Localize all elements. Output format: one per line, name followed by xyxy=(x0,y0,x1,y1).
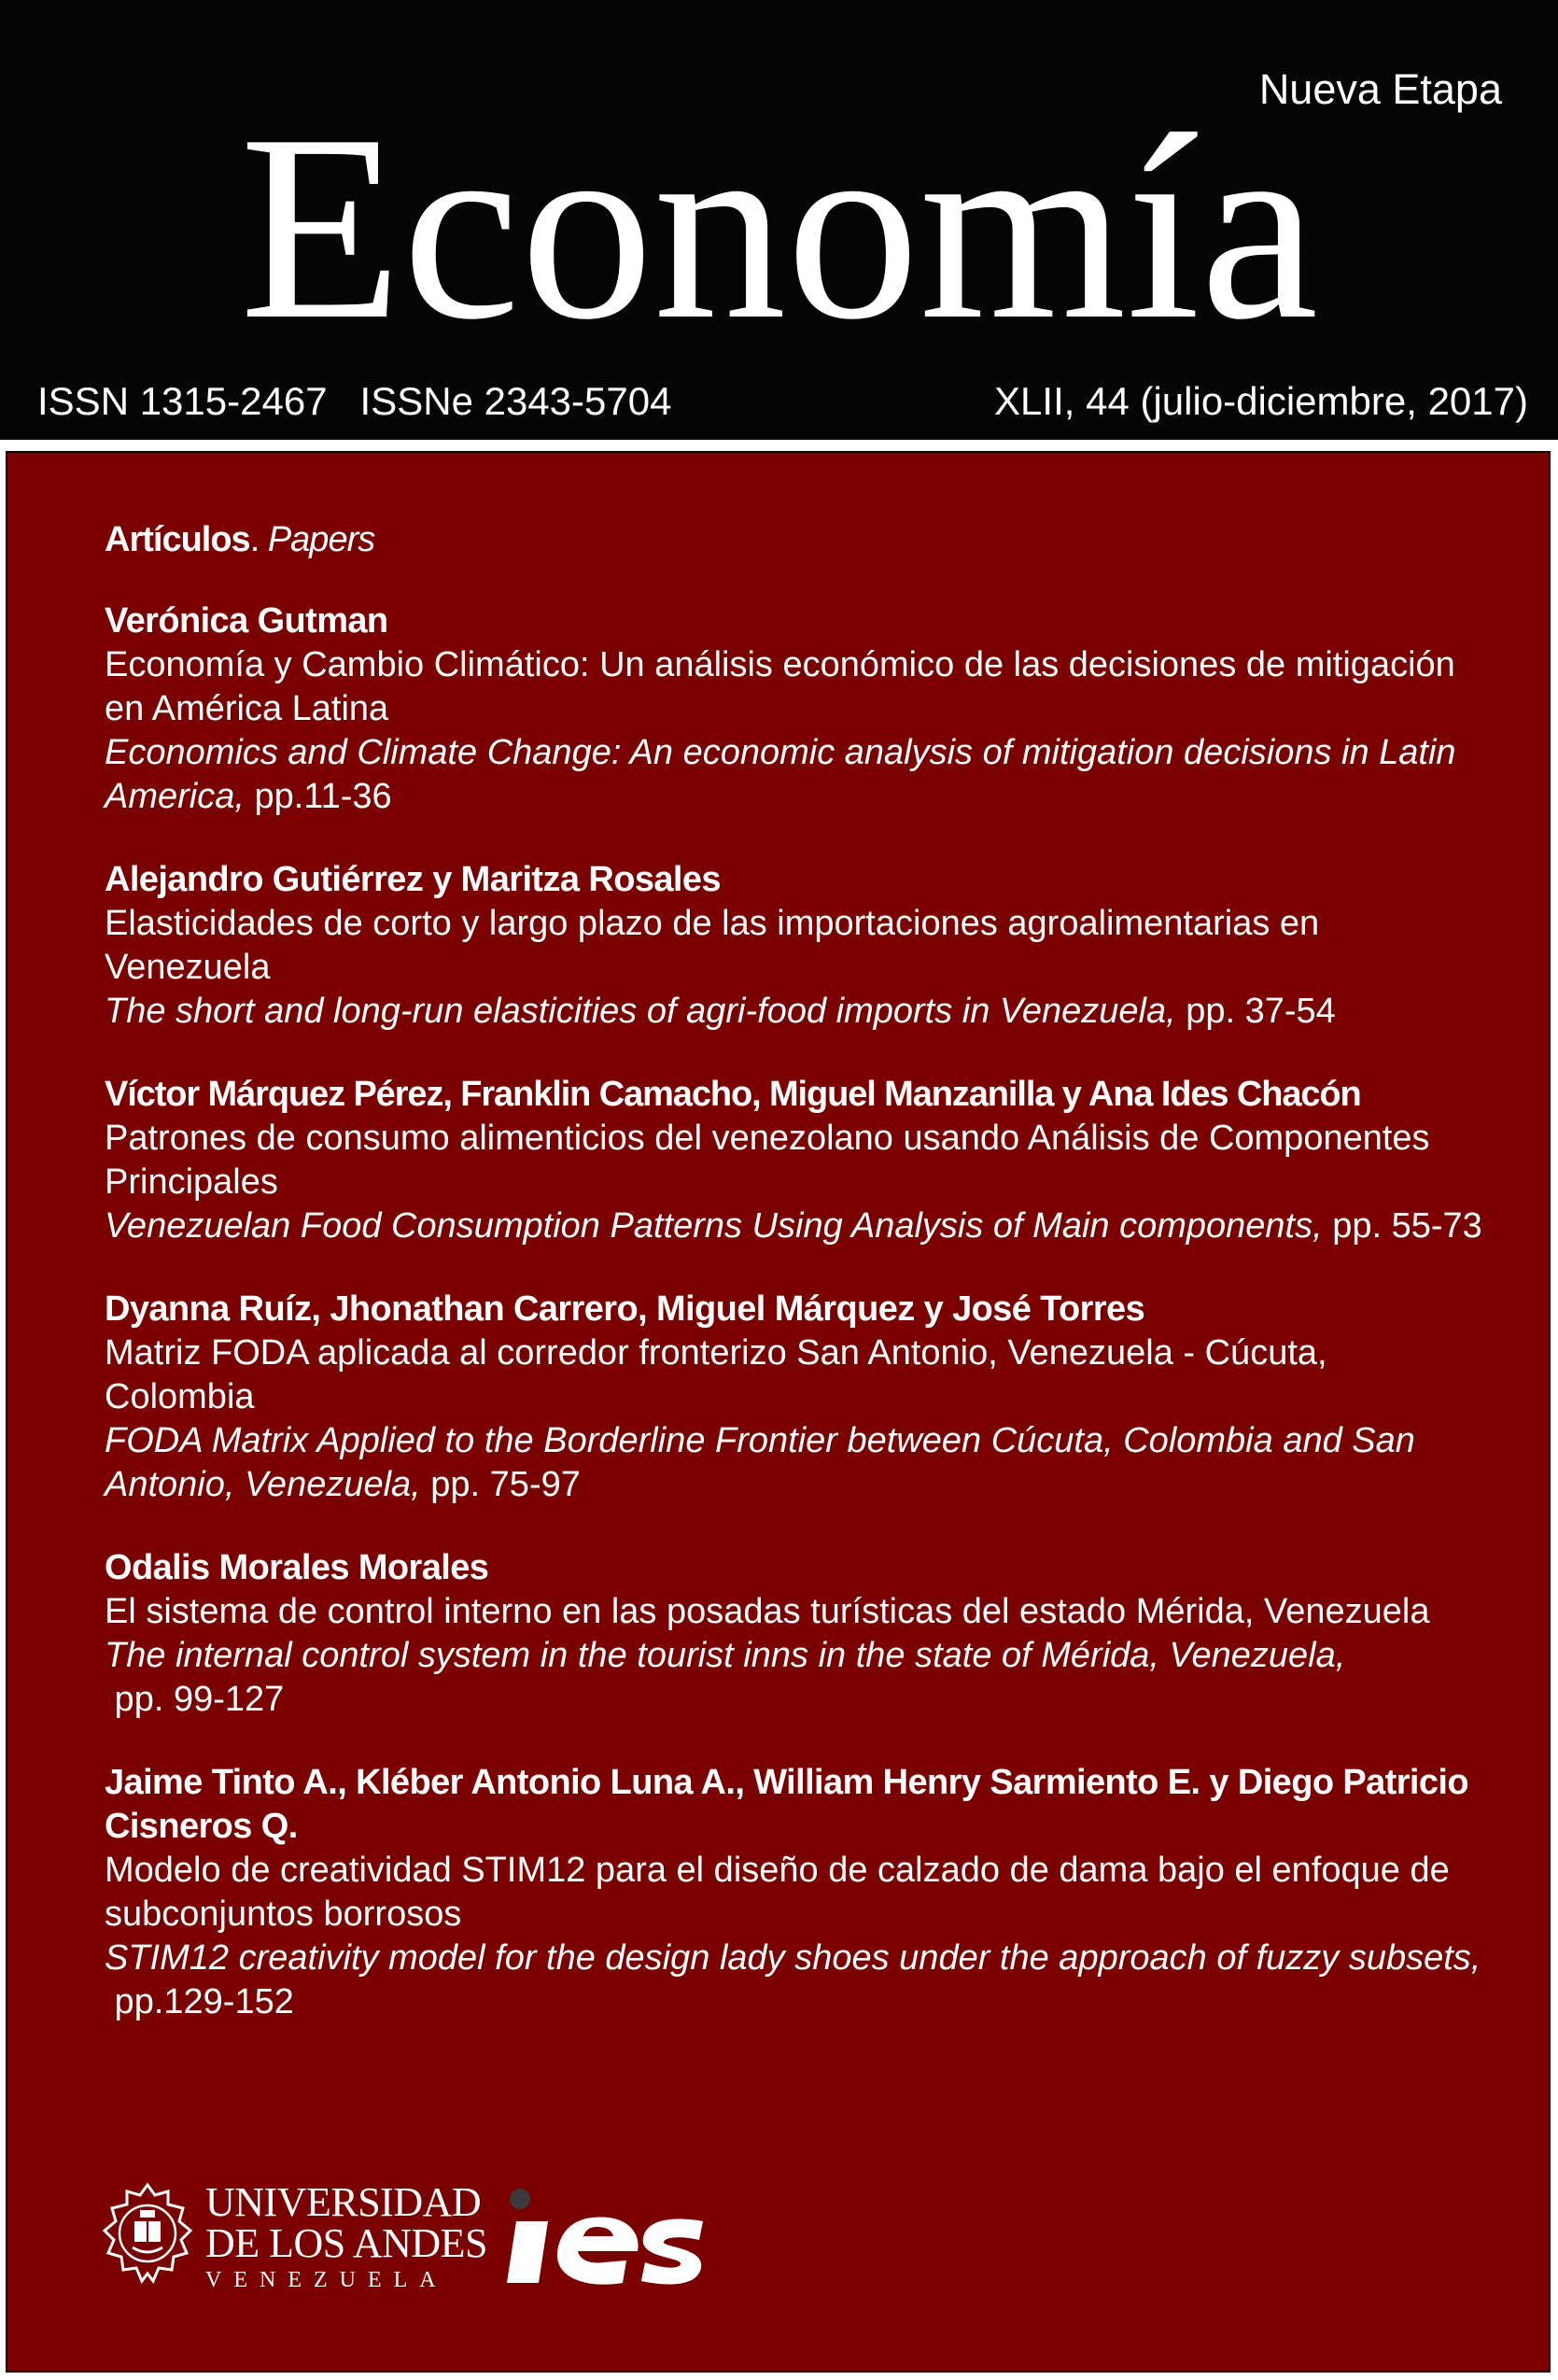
article-title-en xyxy=(105,990,1486,1034)
article-title-en-text: Economics and Climate Change: An economic analysis of mitigation decisions in Latin America, xyxy=(105,733,1456,816)
article-title-es: El sistema de control interno en las posadas turísticas del estado Mérida, Venezuela xyxy=(105,1592,1430,1631)
article-pages: pp. 37-54 xyxy=(1175,992,1336,1031)
section-heading xyxy=(105,518,1486,562)
article-title-en-text: STIM12 creativity model for the design lady shoes under the approach of fuzzy subsets, xyxy=(105,1938,1481,1978)
section-separator: . xyxy=(249,520,268,559)
article-entry xyxy=(105,1761,1486,2024)
article-pages: pp. 99-127 xyxy=(105,1680,285,1719)
article-title-en-text: The short and long-run elasticities of agri-food imports in Venezuela, xyxy=(105,992,1176,1031)
article-title-en xyxy=(105,1634,1486,1722)
masthead-banner xyxy=(0,0,1558,440)
article-authors: Dyanna Ruíz, Jhonathan Carrero, Miguel Márquez y José Torres xyxy=(105,1289,1145,1329)
article-title-en xyxy=(105,731,1486,819)
article-entry xyxy=(105,1073,1486,1248)
section-label-en: Papers xyxy=(267,520,375,559)
article-authors: Verónica Gutman xyxy=(105,601,388,641)
journal-title: Economía xyxy=(239,79,1319,374)
university-seal-icon xyxy=(101,2182,194,2285)
article-authors: Alejandro Gutiérrez y Maritza Rosales xyxy=(105,860,721,899)
issn-row xyxy=(0,373,1558,430)
article-pages: pp.11-36 xyxy=(244,777,392,816)
article-entry xyxy=(105,599,1486,819)
article-title-es: Matriz FODA aplicada al corredor fronterizo San Antonio, Venezuela - Cúcuta, Colombia xyxy=(105,1333,1327,1416)
ies-logo-icon xyxy=(507,2186,712,2288)
article-title-es: Economía y Cambio Climático: Un análisis económico de las decisiones de mitigación en América Latina xyxy=(105,645,1455,728)
article-title-es: Patrones de consumo alimenticios del venezolano usando Análisis de Componentes Principales xyxy=(105,1119,1430,1202)
table-of-contents xyxy=(105,518,1486,2063)
issn-numbers: ISSN 1315-2467 ISSNe 2343-5704 xyxy=(37,379,672,423)
article-title-en xyxy=(105,1204,1486,1248)
article-title-es: Modelo de creatividad STIM12 para el diseño de calzado de dama bajo el enfoque de subconjuntos borrosos xyxy=(105,1851,1450,1934)
article-pages: pp. 55-73 xyxy=(1322,1206,1482,1246)
article-pages: pp.129-152 xyxy=(105,1982,294,2021)
article-pages: pp. 75-97 xyxy=(420,1465,581,1504)
publisher-logos xyxy=(101,2179,754,2294)
article-entry xyxy=(105,1288,1486,1507)
university-name-line2: DE LOS ANDES xyxy=(205,2220,488,2266)
article-title-en xyxy=(105,1936,1486,2024)
university-name-line1: UNIVERSIDAD xyxy=(205,2179,482,2225)
article-authors: Odalis Morales Morales xyxy=(105,1548,489,1587)
article-title-es: Elasticidades de corto y largo plazo de las importaciones agroalimentarias en Venezuela xyxy=(105,904,1320,987)
article-authors: Víctor Márquez Pérez, Franklin Camacho, Miguel Manzanilla y Ana Ides Chacón xyxy=(105,1075,1361,1114)
university-name xyxy=(205,2179,488,2294)
article-title-en xyxy=(105,1419,1486,1507)
article-title-en-text: Venezuelan Food Consumption Patterns Using Analysis of Main components, xyxy=(105,1206,1323,1246)
article-title-en-text: FODA Matrix Applied to the Borderline Frontier between Cúcuta, Colombia and San Antonio, Venezuela, xyxy=(105,1421,1415,1504)
section-label-es: Artículos xyxy=(105,520,250,559)
university-country: VENEZUELA xyxy=(205,2268,448,2292)
article-entry xyxy=(105,1546,1486,1722)
article-entry xyxy=(105,858,1486,1034)
article-authors: Jaime Tinto A., Kléber Antonio Luna A., William Henry Sarmiento E. y Diego Patricio Cisneros Q. xyxy=(105,1763,1468,1846)
article-title-en-text: The internal control system in the tourist inns in the state of Mérida, Venezuela, xyxy=(105,1636,1346,1675)
edition-label: Nueva Etapa xyxy=(1258,65,1502,113)
volume-issue: XLII, 44 (julio-diciembre, 2017) xyxy=(994,379,1528,423)
